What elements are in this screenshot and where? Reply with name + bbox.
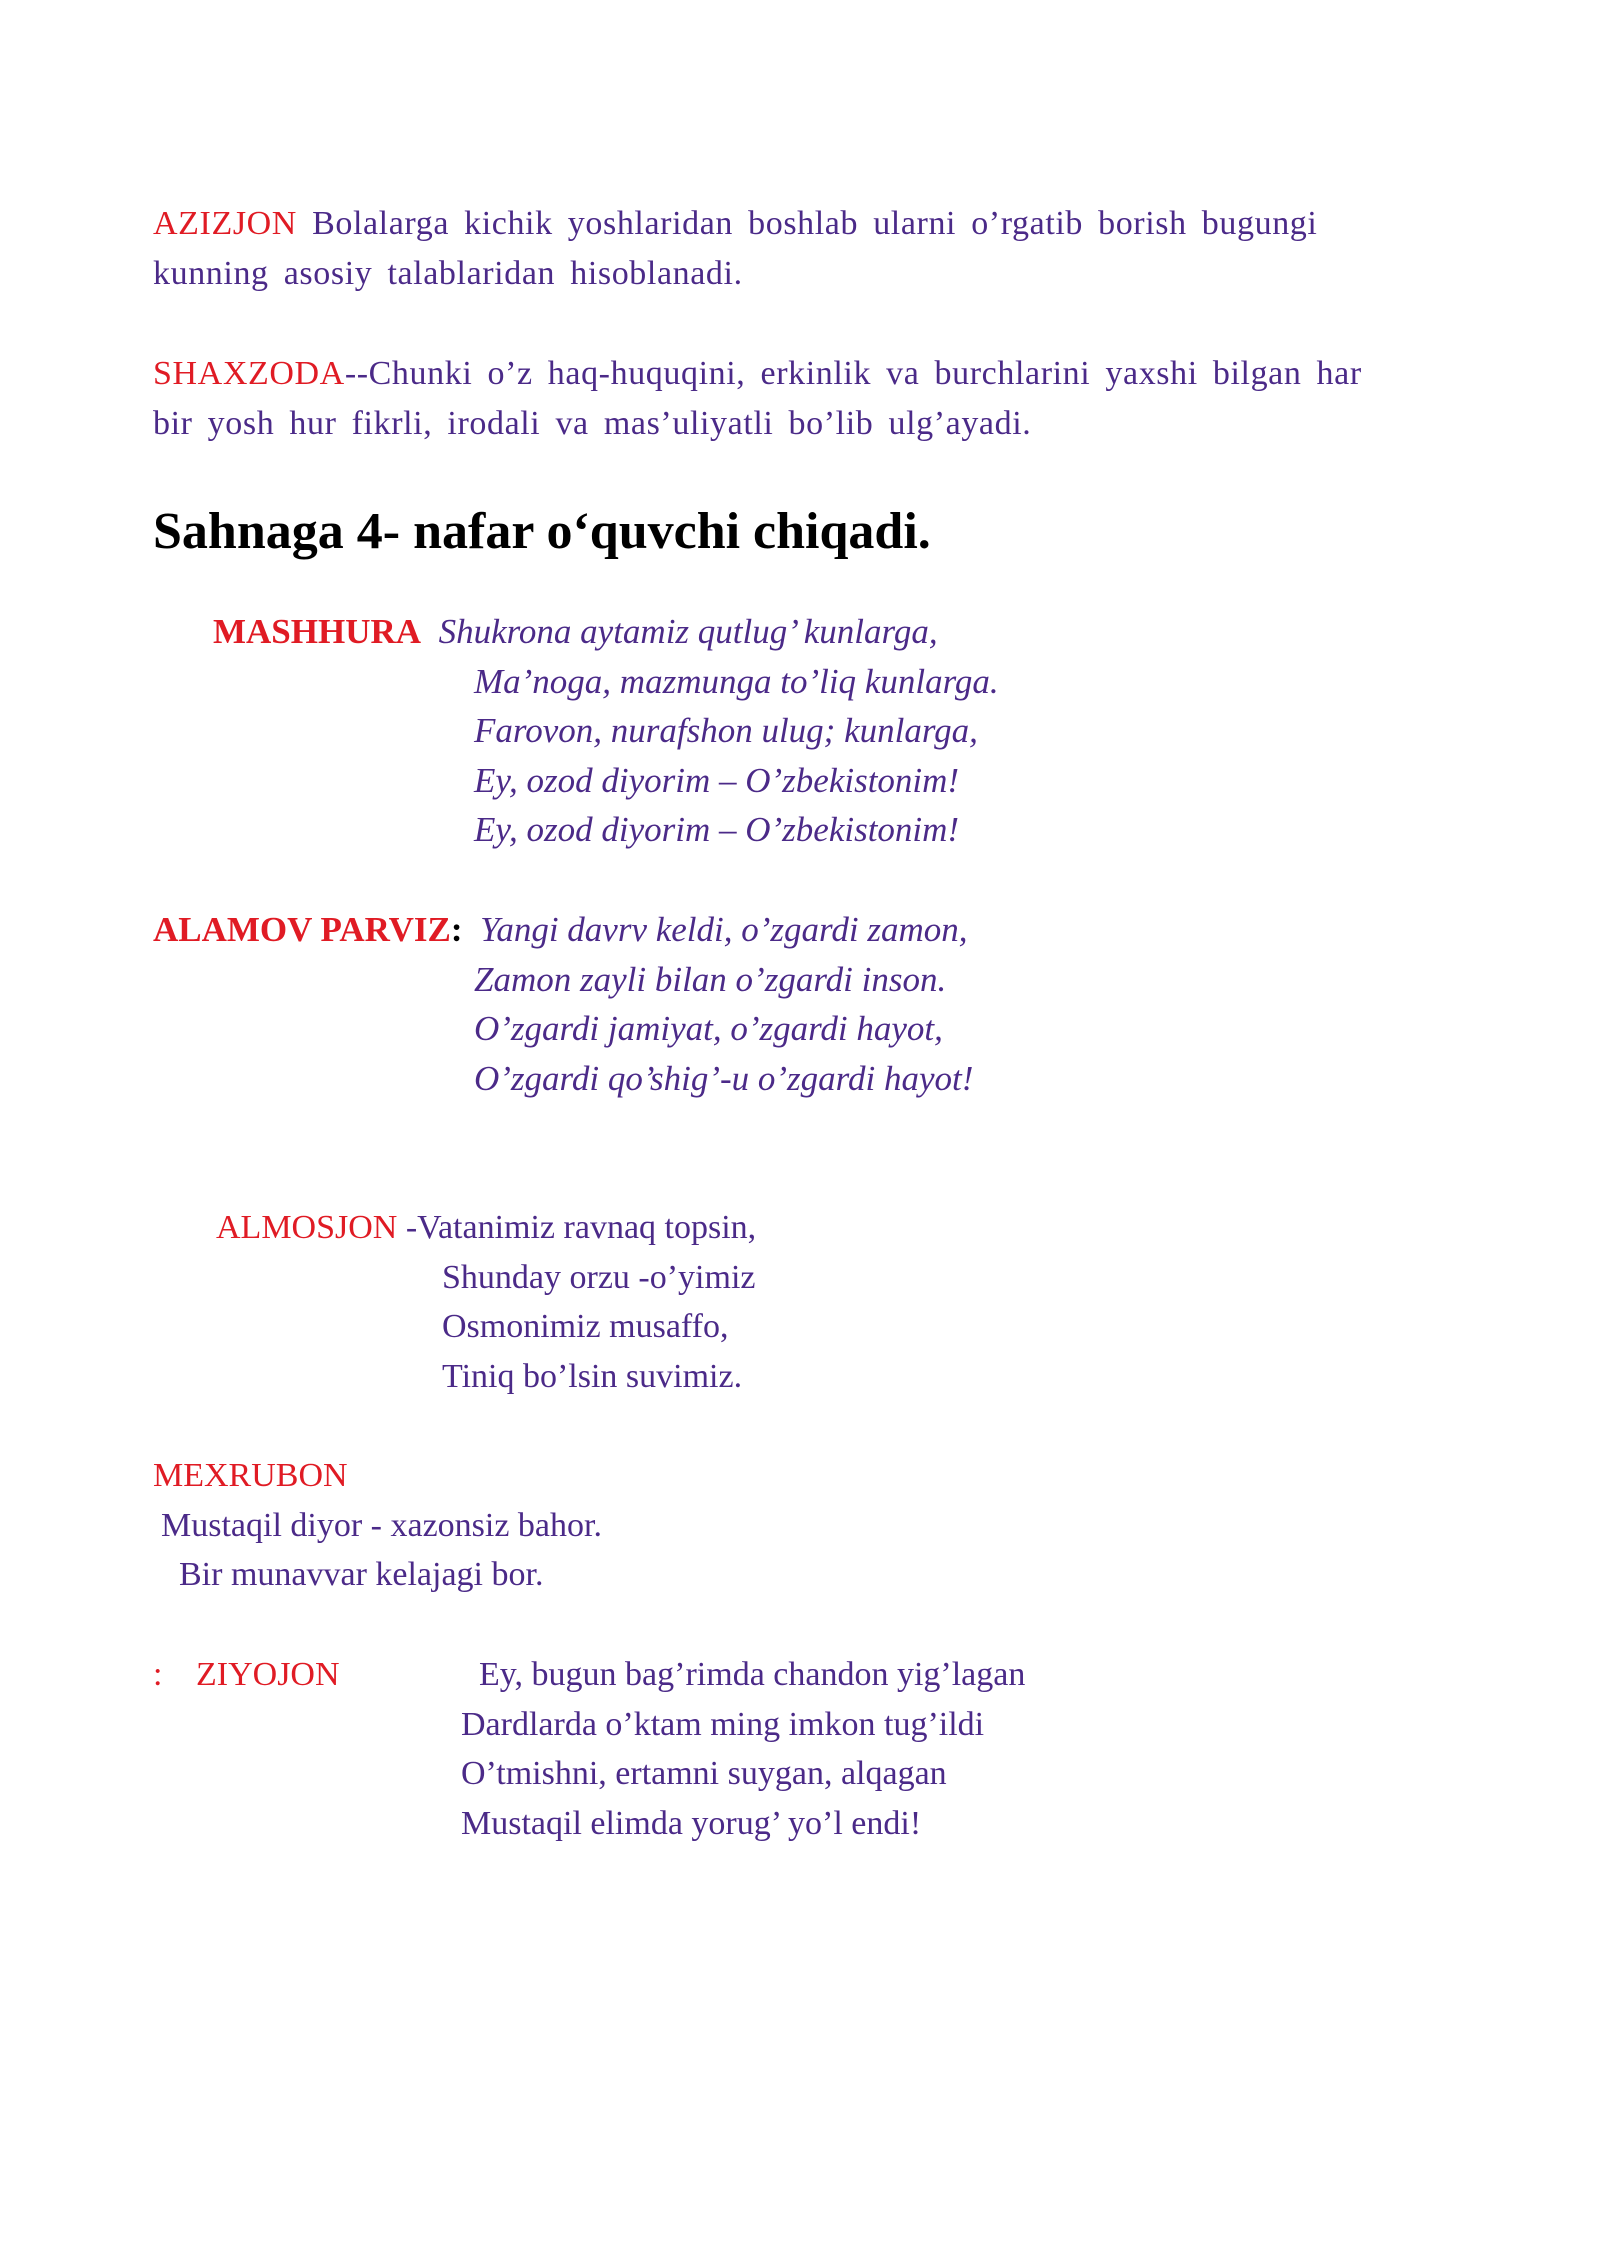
speaker-ziyojon: ZIYOJON	[196, 1656, 340, 1693]
mashhura-verse-line-3: Farovon, nurafshon ulug; kunlarga,	[474, 711, 978, 750]
azizjon-line-2: kunning asosiy talablaridan hisoblanadi.	[153, 255, 743, 292]
shaxzoda-line-2: bir yosh hur fikrli, irodali va mas’uliyatli bo’lib ulg’ayadi.	[153, 405, 1032, 442]
ziyojon-verse-line-2: Dardlarda o’ktam ming imkon tug’ildi	[461, 1706, 985, 1743]
shaxzoda-line-1: --Chunki o’z haq-huquqini, erkinlik va burchlarini yaxshi bilgan har	[344, 355, 1362, 392]
parviz-verse-line-1: ALAMOV PARVIZ: Yangi davrv keldi, o’zgardi zamon,	[153, 910, 968, 949]
mashhura-verse-line-4: Ey, ozod diyorim – O’zbekistonim!	[474, 761, 960, 800]
parviz-verse-line-2: Zamon zayli bilan o’zgardi inson.	[474, 960, 947, 999]
azizjon-paragraph	[153, 199, 1466, 299]
ziyojon-verse-line-4: Mustaqil elimda yorug’ yo’l endi!	[461, 1805, 922, 1842]
azizjon-line-1: Bolalarga kichik yoshlaridan boshlab ularni o’rgatib borish bugungi	[312, 205, 1318, 242]
almosjon-verse-line-4: Tiniq bo’lsin suvimiz.	[442, 1358, 743, 1395]
almosjon-verse-line-3: Osmonimiz musaffo,	[442, 1308, 729, 1345]
speaker-mexrubon: MEXRUBON	[153, 1457, 348, 1494]
mashhura-verse-line-5: Ey, ozod diyorim – O’zbekistonim!	[474, 810, 960, 849]
speaker-mashhura: MASHHURA	[213, 612, 422, 651]
ziyojon-prefix: :	[153, 1656, 163, 1693]
parviz-colon: :	[450, 910, 463, 949]
shaxzoda-paragraph	[153, 349, 1466, 449]
almosjon-verse-line-1: ALMOSJON -Vatanimiz ravnaq topsin,	[216, 1209, 757, 1246]
parviz-verse-line-3: O’zgardi jamiyat, o’zgardi hayot,	[474, 1009, 943, 1048]
almosjon-verse-line-2: Shunday orzu -o’yimiz	[442, 1259, 756, 1296]
mexrubon-verse-line-1: Mustaqil diyor - xazonsiz bahor.	[161, 1507, 602, 1544]
mashhura-verse-line-1: MASHHURA Shukrona aytamiz qutlug’ kunlarga,	[213, 612, 938, 651]
parviz-verse-line-4: O’zgardi qo’shig’-u o’zgardi hayot!	[474, 1059, 974, 1098]
scene-heading: Sahnaga 4- nafar o‘quvchi chiqadi.	[153, 503, 931, 560]
ziyojon-verse-line-3: O’tmishni, ertamni suygan, alqagan	[461, 1755, 947, 1792]
mashhura-verse-line-2: Ma’noga, mazmunga to’liq kunlarga.	[474, 662, 999, 701]
speaker-almosjon: ALMOSJON	[216, 1209, 398, 1246]
speaker-azizjon: AZIZJON	[153, 205, 297, 242]
speaker-shaxzoda: SHAXZODA	[153, 355, 345, 392]
ziyojon-verse-line-1: Ey, bugun bag’rimda chandon yig’lagan	[479, 1656, 1026, 1693]
speaker-parviz: ALAMOV PARVIZ	[153, 910, 451, 949]
mexrubon-verse-line-2: Bir munavvar kelajagi bor.	[179, 1556, 544, 1593]
